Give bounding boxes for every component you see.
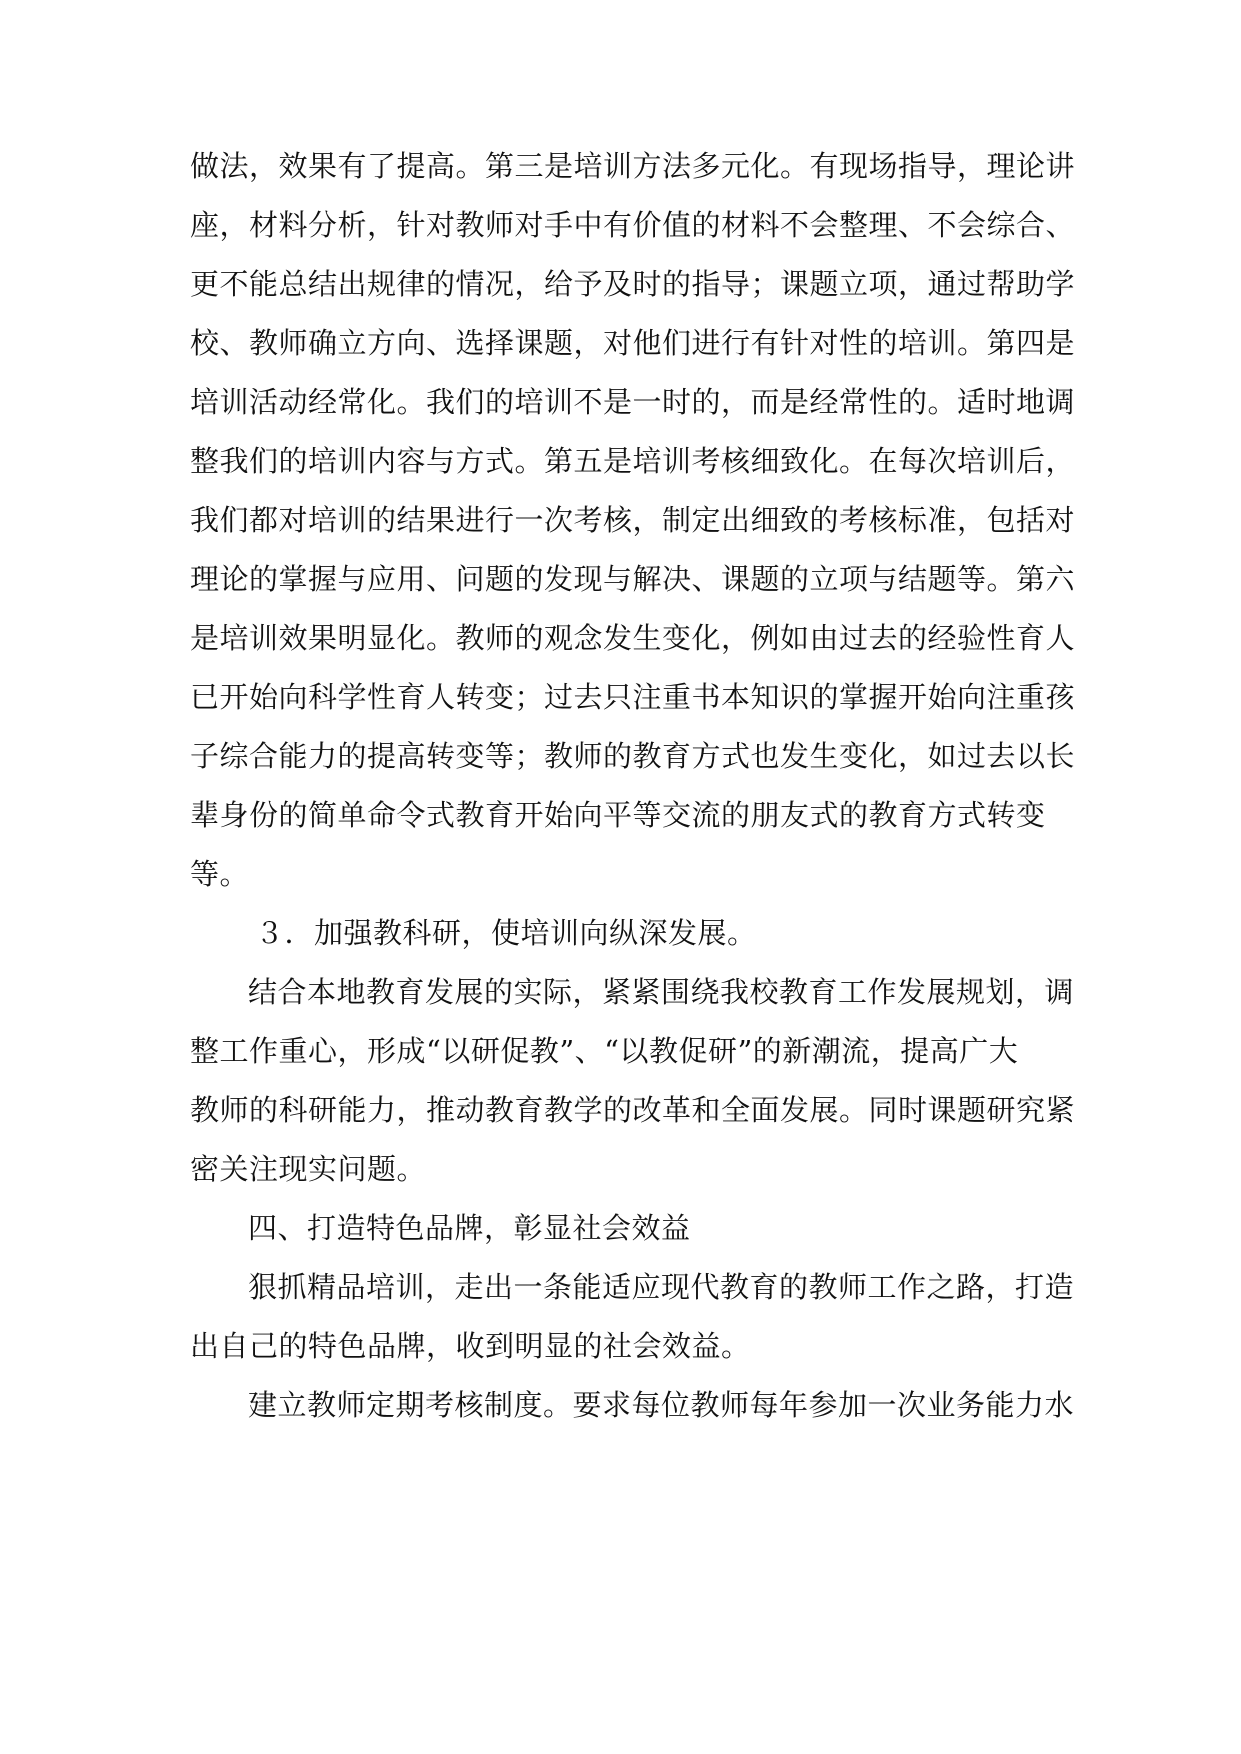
paragraph-line: 等。: [190, 857, 250, 891]
paragraph-line: 子综合能力的提高转变等；教师的教育方式也发生变化，如过去以长: [190, 739, 1076, 773]
paragraph-line: 整工作重心，形成“以研促教”、“以教促研”的新潮流，提高广大: [190, 1034, 1019, 1068]
paragraph-line: 更不能总结出规律的情况，给予及时的指导；课题立项，通过帮助学: [190, 267, 1076, 301]
paragraph-line: 密关注现实问题。: [190, 1152, 427, 1186]
paragraph-line: 理论的掌握与应用、问题的发现与解决、课题的立项与结题等。第六: [190, 562, 1076, 596]
paragraph-line: 结合本地教育发展的实际，紧紧围绕我校教育工作发展规划，调: [248, 975, 1075, 1009]
paragraph-line: 是培训效果明显化。教师的观念发生变化，例如由过去的经验性育人: [190, 621, 1076, 655]
paragraph-line: 狠抓精品培训，走出一条能适应现代教育的教师工作之路，打造: [248, 1270, 1075, 1304]
paragraph-line: 教师的科研能力，推动教育教学的改革和全面发展。同时课题研究紧: [190, 1093, 1076, 1127]
paragraph-line: 辈身份的简单命令式教育开始向平等交流的朋友式的教育方式转变: [190, 798, 1046, 832]
paragraph-line: 做法，效果有了提高。第三是培训方法多元化。有现场指导，理论讲: [190, 149, 1076, 183]
paragraph-line: 建立教师定期考核制度。要求每位教师每年参加一次业务能力水: [248, 1388, 1075, 1422]
paragraph-line: 我们都对培训的结果进行一次考核，制定出细致的考核标准，包括对: [190, 503, 1076, 537]
paragraph-line: 整我们的培训内容与方式。第五是培训考核细致化。在每次培训后，: [190, 444, 1076, 478]
paragraph-line: 培训活动经常化。我们的培训不是一时的，而是经常性的。适时地调: [190, 385, 1076, 419]
paragraph-line: 校、教师确立方向、选择课题，对他们进行有针对性的培训。第四是: [190, 326, 1076, 360]
section-heading: 四、打造特色品牌，彰显社会效益: [248, 1211, 691, 1245]
paragraph-line: 已开始向科学性育人转变；过去只注重书本知识的掌握开始向注重孩: [190, 680, 1076, 714]
paragraph-line: 出自己的特色品牌，收到明显的社会效益。: [190, 1329, 751, 1363]
section-heading-numbered: ３．加强教科研，使培训向纵深发展。: [255, 916, 757, 950]
paragraph-line: 座，材料分析，针对教师对手中有价值的材料不会整理、不会综合、: [190, 208, 1076, 242]
